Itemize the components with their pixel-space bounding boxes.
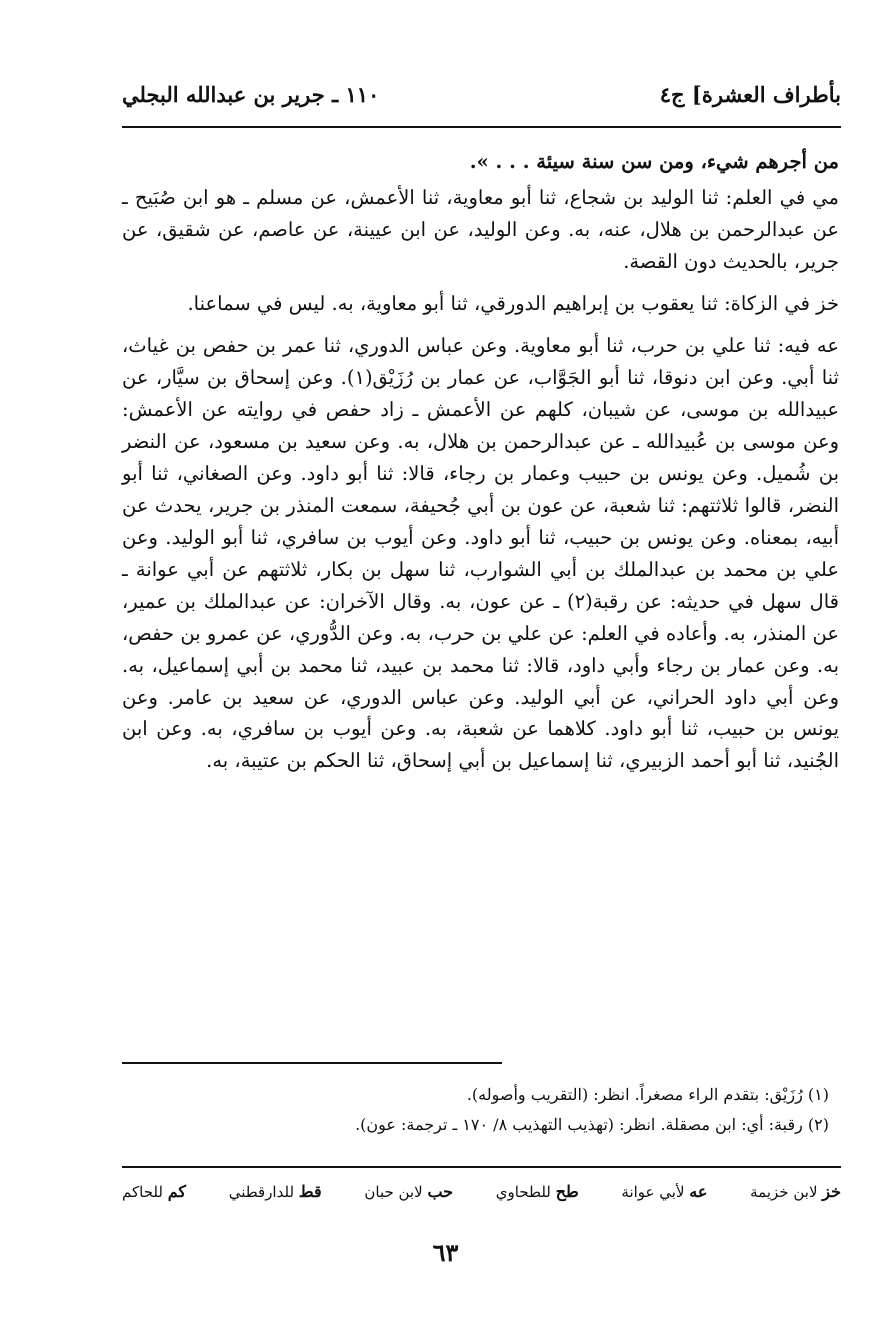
legend-item <box>364 1182 453 1201</box>
legend-text: لابن حبان <box>364 1183 423 1201</box>
footnote-1: (١) رُزَيْق: بتقدم الراء مصغراً. انظر: (التقريب وأصوله). <box>466 1085 829 1104</box>
legend-abbr: كم <box>167 1182 186 1201</box>
paragraph-ah: عه فيه: ثنا علي بن حرب، ثنا أبو معاوية. وعن عباس الدوري، ثنا عمر بن حفص بن غياث، ثنا أبي. وعن ابن دنوقا، ثنا أبو الجَوَّاب، عن عمار بن رُزَيْق(١). وعن إسحاق بن سيَّار، عن عبيدالله بن موسى، عن شيبان، كلهم عن الأعمش ـ زاد حفص في روايته عن الأعمش: وعن موسى بن عُبيدالله ـ عن عبدالرحمن بن هلال، به. وعن سعيد بن مسعود، عن النضر بن شُميل. وعن يونس بن حبيب وعمار بن رجاء، قالا: ثنا أبو داود. وعن الصغاني، ثنا أبو النضر، قالوا ثلاثتهم: ثنا شعبة، عن عون بن أبي جُحيفة، سمعت المنذر بن جرير، يحدث عن أبيه، بمعناه. وعن يونس بن حبيب، ثنا أبو داود. وعن أيوب بن سافري، ثنا أبو الوليد. وعن علي بن محمد بن عبدالملك بن أبي الشوارب، ثنا سهل بن بكار، ثلاثتهم عن أبي عوانة ـ قال سهل في حديثه: عن رقبة(٢) ـ عن عون، به. وقال الآخران: عن عبدالملك بن عمير، عن المنذر، به. وأعاده في العلم: عن علي بن حرب، به. وعن الدُّوري، عن عمرو بن حفص، به. وعن عمار بن رجاء وأبي داود، قالا: ثنا محمد بن عبيد، ثنا محمد بن أبي إسماعيل، به. وعن أبي داود الحراني، عن أبي الوليد. وعن عباس الدوري، عن سعيد بن عامر. وعن يونس بن حبيب، ثنا أبو داود. كلاهما عن شعبة، به. وعن أيوب بن سافري، به. وعن ابن الجُنيد، ثنا أبو أحمد الزبيري، ثنا إسماعيل بن أبي إسحاق، ثنا الحكم بن عتيبة، به. <box>122 333 839 773</box>
legend-item <box>496 1182 579 1201</box>
abbreviation-legend <box>122 1182 841 1201</box>
legend-text: للطحاوي <box>495 1183 551 1201</box>
paragraph-continuation: من أجرهم شيء، ومن سن سنة سيئة . . . ». <box>469 150 839 173</box>
paragraph-mi: مي في العلم: ثنا الوليد بن شجاع، ثنا أبو معاوية، ثنا الأعمش، عن مسلم ـ هو ابن صُبَيح ـ عن عبدالرحمن بن هلال، عنه، به. وعن الوليد، عن ابن عيينة، عن عاصم، عن شقيق، عن جرير، بالحديث دون القصة. <box>122 185 839 273</box>
legend-abbr: طح <box>555 1182 579 1201</box>
book-title: بأطراف العشرة] ج٤ <box>659 81 841 107</box>
section-title: ١١٠ ـ جرير بن عبدالله البجلي <box>122 81 380 107</box>
legend-abbr: عه <box>689 1182 708 1201</box>
legend-item <box>229 1182 322 1201</box>
legend-text: لابن خزيمة <box>750 1183 818 1201</box>
legend-rule <box>122 1166 841 1168</box>
legend-text: للحاكم <box>122 1183 163 1201</box>
legend-text: لأبي عوانة <box>621 1183 685 1201</box>
header-rule <box>122 126 841 128</box>
running-header <box>122 72 841 116</box>
legend-item <box>122 1182 186 1201</box>
page-number: ٦٣ <box>432 1238 459 1267</box>
legend-abbr: قط <box>298 1182 322 1201</box>
footnote-rule <box>122 1062 502 1064</box>
footnotes <box>122 1080 829 1139</box>
footnote-2: (٢) رقبة: أي: ابن مصقلة. انظر: (تهذيب التهذيب ٨/ ١٧٠ ـ ترجمة: عون). <box>355 1114 829 1134</box>
main-text <box>122 146 839 787</box>
legend-item <box>621 1182 707 1201</box>
legend-abbr: خز <box>822 1182 841 1201</box>
paragraph-khz: خز في الزكاة: ثنا يعقوب بن إبراهيم الدورقي، ثنا أبو معاوية، به. ليس في سماعنا. <box>187 291 839 315</box>
legend-item <box>750 1182 841 1201</box>
legend-abbr: حب <box>427 1182 454 1201</box>
legend-text: للدارقطني <box>228 1183 295 1201</box>
